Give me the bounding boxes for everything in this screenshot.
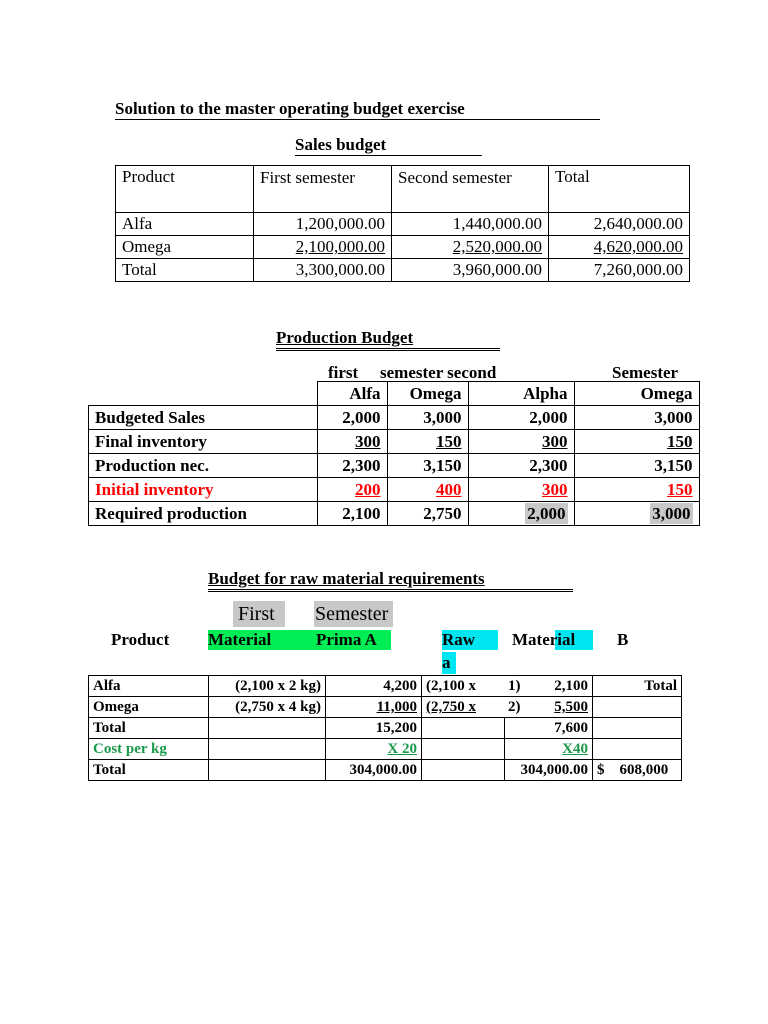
- table-cell: [504, 697, 593, 718]
- table-row: [89, 406, 700, 430]
- table-cell: 2,000: [468, 406, 574, 430]
- page-title: [115, 99, 600, 120]
- raw-heading: [208, 569, 573, 592]
- table-cell: (2,750 x: [422, 697, 505, 718]
- table-cell: 3,000: [574, 406, 699, 430]
- table-header-cell: Alpha: [468, 382, 574, 406]
- table-cell: 2,300: [468, 454, 574, 478]
- production-top-mid: semester second: [380, 363, 497, 382]
- table-cell: 2,000: [317, 406, 387, 430]
- table-cell: 300: [468, 478, 574, 502]
- table-cell: [422, 718, 505, 739]
- table-cell: [209, 760, 326, 781]
- table-cell: Alfa: [116, 213, 254, 236]
- table-row: [89, 718, 682, 739]
- table-cell: Omega: [116, 236, 254, 259]
- table-cell: [422, 760, 505, 781]
- table-cell: 7,260,000.00: [549, 259, 690, 282]
- production-heading-text: Production Budget: [276, 328, 414, 347]
- table-row: [89, 697, 682, 718]
- table-row: [89, 478, 700, 502]
- page-title-text: Solution to the master operating budget exercise: [115, 99, 465, 118]
- table-cell: 300: [317, 430, 387, 454]
- b-label: B: [617, 630, 629, 649]
- table-cell: Total: [593, 676, 682, 697]
- table-cell: 2,750: [387, 502, 468, 526]
- table-cell: 400: [387, 478, 468, 502]
- table-cell: Budgeted Sales: [89, 406, 318, 430]
- highlighted-value: 3,000: [652, 504, 691, 523]
- table-cell: 1,440,000.00: [392, 213, 549, 236]
- table-header-cell: Omega: [387, 382, 468, 406]
- value-text: 5,500: [554, 699, 588, 715]
- product-label: Product: [111, 630, 170, 649]
- table-cell: 2,300: [317, 454, 387, 478]
- table-row: [89, 382, 700, 406]
- semester-label: Semester: [314, 601, 393, 627]
- production-top-right: Semester: [612, 363, 679, 382]
- raw-label: Raw: [442, 630, 498, 650]
- table-cell: Omega: [89, 697, 209, 718]
- table-cell: 304,000.00: [504, 760, 593, 781]
- table-cell: 2,640,000.00: [549, 213, 690, 236]
- table-row: [89, 430, 700, 454]
- table-row: [89, 502, 700, 526]
- table-cell: (2,100 x 2 kg): [209, 676, 326, 697]
- table-cell: 4,620,000.00: [549, 236, 690, 259]
- sales-heading: [295, 135, 482, 156]
- raw-heading-text: Budget for raw material requirements: [208, 569, 485, 588]
- sales-heading-text: Sales budget: [295, 135, 387, 154]
- table-cell: 200: [317, 478, 387, 502]
- table-cell: 11,000: [326, 697, 422, 718]
- production-top-left: first: [328, 363, 359, 382]
- table-cell: 7,600: [504, 718, 593, 739]
- table-cell: X40: [504, 739, 593, 760]
- table-row: [89, 676, 682, 697]
- factor-text: 2): [508, 699, 521, 715]
- table-row: [116, 213, 690, 236]
- table-cell: 3,150: [387, 454, 468, 478]
- table-cell: $ 608,000: [593, 760, 682, 781]
- table-cell: 300: [468, 430, 574, 454]
- table-cell: Initial inventory: [89, 478, 318, 502]
- production-heading: [276, 328, 500, 351]
- material-label: Material: [208, 630, 308, 650]
- table-header-cell: Omega: [574, 382, 699, 406]
- table-header-cell: Alfa: [317, 382, 387, 406]
- factor-text: 1): [508, 678, 521, 694]
- table-cell: Total: [89, 718, 209, 739]
- table-cell: (2,750 x 4 kg): [209, 697, 326, 718]
- table-cell: 3,150: [574, 454, 699, 478]
- table-row: [116, 236, 690, 259]
- table-row: [89, 454, 700, 478]
- table-row: [89, 760, 682, 781]
- table-cell: [593, 718, 682, 739]
- table-header-cell: Product: [116, 166, 254, 213]
- raw-material-table: [88, 675, 682, 781]
- table-row: [89, 739, 682, 760]
- table-row: [116, 259, 690, 282]
- table-cell: 150: [387, 430, 468, 454]
- material-b-text: Material: [512, 630, 576, 649]
- table-cell: 2,100,000.00: [254, 236, 392, 259]
- prima-a-label: Prima A: [308, 630, 391, 650]
- sales-table: [115, 165, 690, 282]
- table-cell: [209, 739, 326, 760]
- value-text: 2,100: [554, 678, 588, 694]
- table-cell: [593, 739, 682, 760]
- table-cell: Total: [116, 259, 254, 282]
- table-cell: Required production: [89, 502, 318, 526]
- table-cell: 1,200,000.00: [254, 213, 392, 236]
- table-header-cell: First semester: [254, 166, 392, 213]
- table-row: [116, 166, 690, 213]
- table-cell: [504, 676, 593, 697]
- table-cell: Production nec.: [89, 454, 318, 478]
- raw-a-label: a: [442, 652, 456, 674]
- table-cell: [422, 739, 505, 760]
- table-cell: 304,000.00: [326, 760, 422, 781]
- table-header-cell: Second semester: [392, 166, 549, 213]
- table-cell: 2,100: [317, 502, 387, 526]
- highlighted-value: 2,000: [527, 504, 566, 523]
- table-cell: [593, 697, 682, 718]
- table-cell: (2,100 x: [422, 676, 505, 697]
- table-cell: 3,960,000.00: [392, 259, 549, 282]
- table-cell: 150: [574, 478, 699, 502]
- table-cell: 2,520,000.00: [392, 236, 549, 259]
- table-cell: X 20: [326, 739, 422, 760]
- table-cell: 15,200: [326, 718, 422, 739]
- table-cell: 3,300,000.00: [254, 259, 392, 282]
- table-cell: Final inventory: [89, 430, 318, 454]
- table-cell: [574, 502, 699, 526]
- table-cell: 3,000: [387, 406, 468, 430]
- table-cell: Alfa: [89, 676, 209, 697]
- table-cell: 4,200: [326, 676, 422, 697]
- table-header-cell: [89, 382, 318, 406]
- table-cell: Cost per kg: [89, 739, 209, 760]
- table-cell: Total: [89, 760, 209, 781]
- table-cell: 150: [574, 430, 699, 454]
- table-cell: [209, 718, 326, 739]
- first-label: First: [233, 601, 285, 627]
- table-header-cell: Total: [549, 166, 690, 213]
- table-cell: [468, 502, 574, 526]
- production-table: [88, 381, 700, 526]
